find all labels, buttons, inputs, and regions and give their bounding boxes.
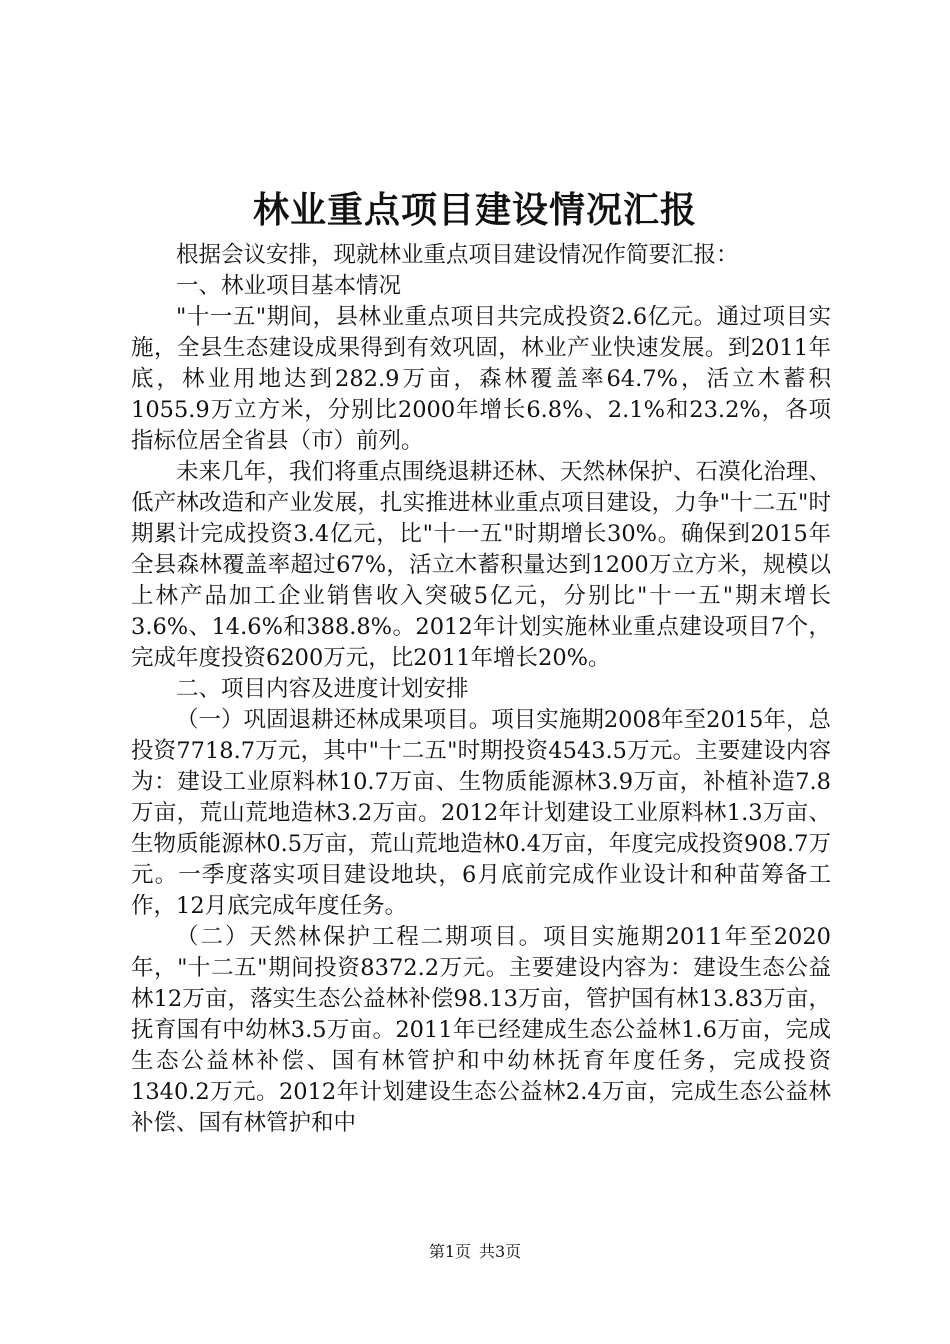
section-heading-2: 二、项目内容及进度计划安排 [176,676,469,702]
page-number: 第1页 [428,1242,471,1261]
page-total: 共3页 [479,1242,522,1261]
paragraph: （二）天然林保护工程二期项目。项目实施期2011年至2020年，"十二五"期间投资8372.2万元。主要建设内容为：建设生态公益林12万亩，落实生态公益林补偿98.13万亩，管护国有林13.83万亩，抚育国有中幼林3.5万亩。2011年已经建成生态公益林1.6万亩，完成生态公益林补偿、国有林管护和中幼林抚育年度任务，完成投资1340.2万元。2012年计划建设生态公益林2.4万亩，完成生态公益林补偿、国有林管护和中 [131,924,831,1136]
page-footer [0,1240,950,1264]
section-heading-1: 一、林业项目基本情况 [176,273,402,299]
intro-paragraph: 根据会议安排，现就林业重点项目建设情况作简要汇报： [176,242,739,268]
paragraph: 未来几年，我们将重点围绕退耕还林、天然林保护、石漠化治理、低产林改造和产业发展，扎实推进林业重点项目建设，力争"十二五"时期累计完成投资3.4亿元，比"十一五"时期增长30%。确保到2015年全县森林覆盖率超过67%，活立木蓄积量达到1200万立方米，规模以上林产品加工企业销售收入突破5亿元，分别比"十一五"期末增长3.6%、14.6%和388.8%。2012年计划实施林业重点建设项目7个，完成年度投资6200万元，比2011年增长20%。 [131,459,831,671]
paragraph: （一）巩固退耕还林成果项目。项目实施期2008年至2015年，总投资7718.7万元，其中"十二五"时期投资4543.5万元。主要建设内容为：建设工业原料林10.7万亩、生物质能源林3.9万亩，补植补造7.8万亩，荒山荒地造林3.2万亩。2012年计划建设工业原料林1.3万亩、生物质能源林0.5万亩，荒山荒地造林0.4万亩，年度完成投资908.7万元。一季度落实项目建设地块，6月底前完成作业设计和种苗筹备工作，12月底完成年度任务。 [131,707,831,919]
paragraph: "十一五"期间，县林业重点项目共完成投资2.6亿元。通过项目实施，全县生态建设成果得到有效巩固，林业产业快速发展。到2011年底，林业用地达到282.9万亩，森林覆盖率64.7%，活立木蓄积1055.9万立方米，分别比2000年增长6.8%、2.1%和23.2%，各项指标位居全省县（市）前列。 [131,304,831,454]
document-body [131,240,831,1139]
document-title: 林业重点项目建设情况汇报 [252,189,697,231]
